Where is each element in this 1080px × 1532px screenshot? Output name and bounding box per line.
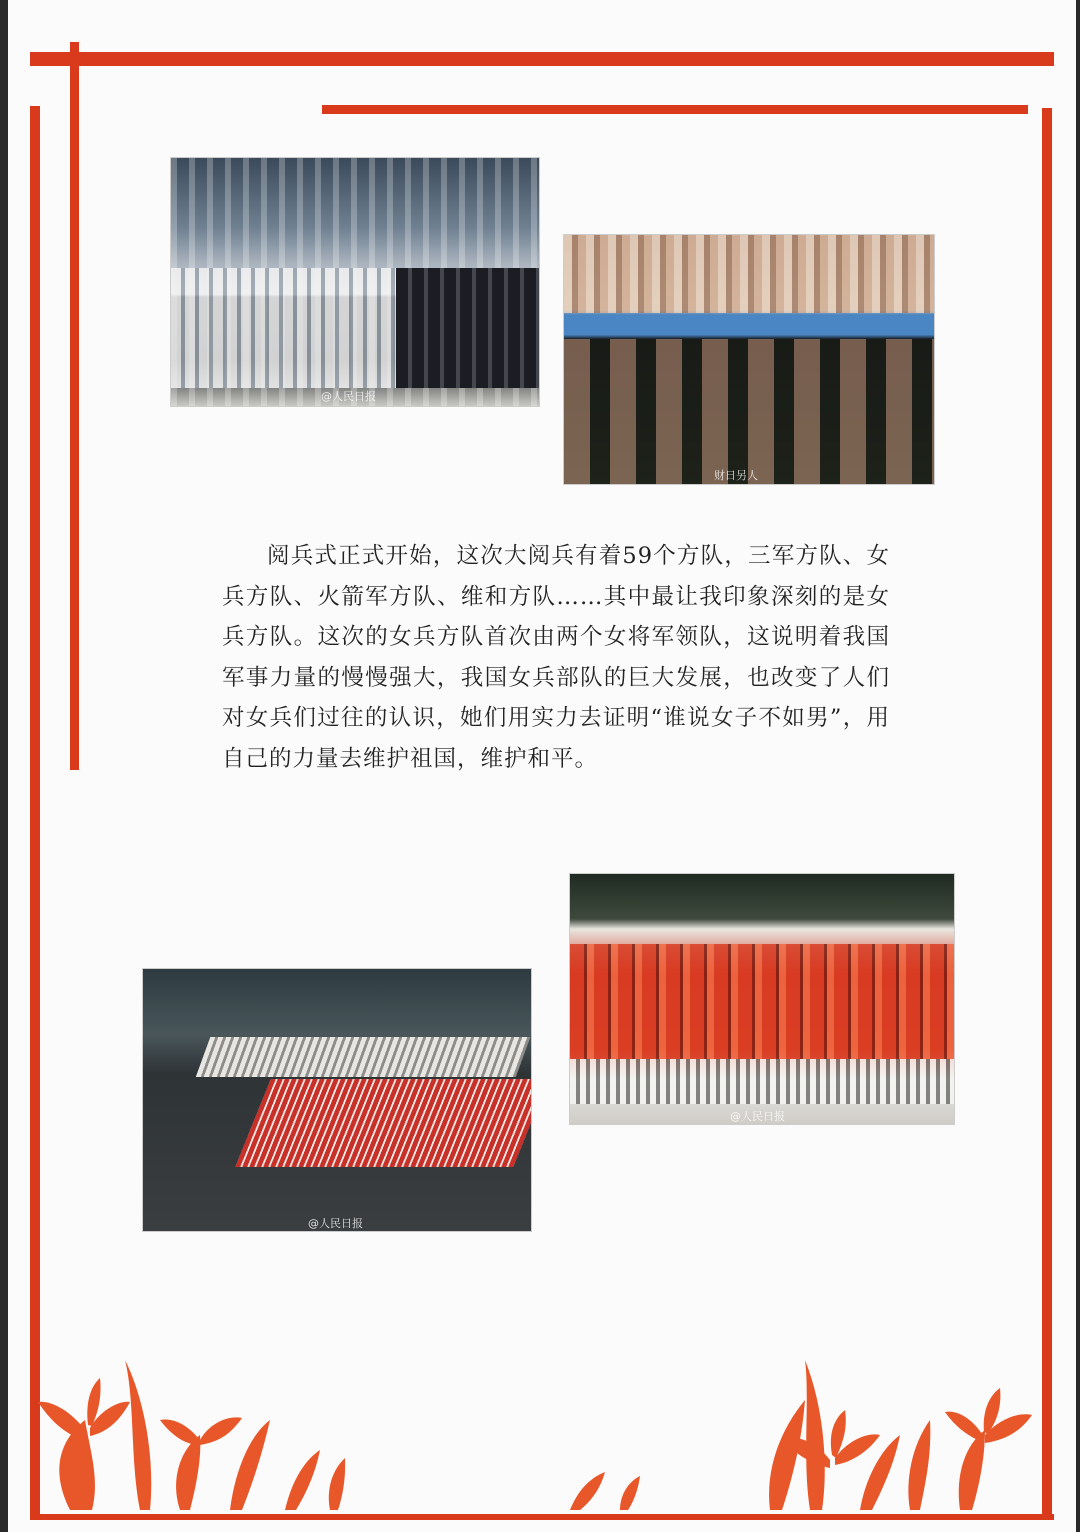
female-troops-marching-photo	[170, 157, 540, 407]
article-paragraph: 阅兵式正式开始，这次大阅兵有着59个方队，三军方队、女兵方队、火箭军方队、维和方队……其中最让我印象深刻的是女兵方队。这次的女兵方队首次由两个女将军领队，这说明着我国军事力量的慢慢强大，我国女兵部队的巨大发展，也改变了人们对女兵们过往的认识，她们用实力去证明“谁说女子不如男”，用自己的力量去维护祖国，维护和平。	[222, 543, 890, 772]
frame-top-inner-bar	[322, 105, 1028, 114]
female-soldiers-closeup-photo	[563, 234, 935, 485]
frame-top-bar	[30, 52, 1054, 66]
photo-watermark: @人民日报	[321, 390, 376, 403]
photo-watermark: 财日另人	[714, 469, 758, 482]
frame-left-bar	[30, 106, 40, 1516]
red-uniform-marching-photo	[569, 873, 955, 1125]
red-formation-aerial-photo	[142, 968, 532, 1232]
frame-left-inner-bar	[70, 42, 79, 770]
photo-watermark: @人民日报	[308, 1217, 363, 1230]
decorative-flowers	[30, 1340, 1054, 1520]
photo-watermark: @人民日报	[730, 1110, 785, 1123]
frame-right-bar	[1042, 108, 1052, 1518]
document-page	[8, 0, 1076, 1532]
